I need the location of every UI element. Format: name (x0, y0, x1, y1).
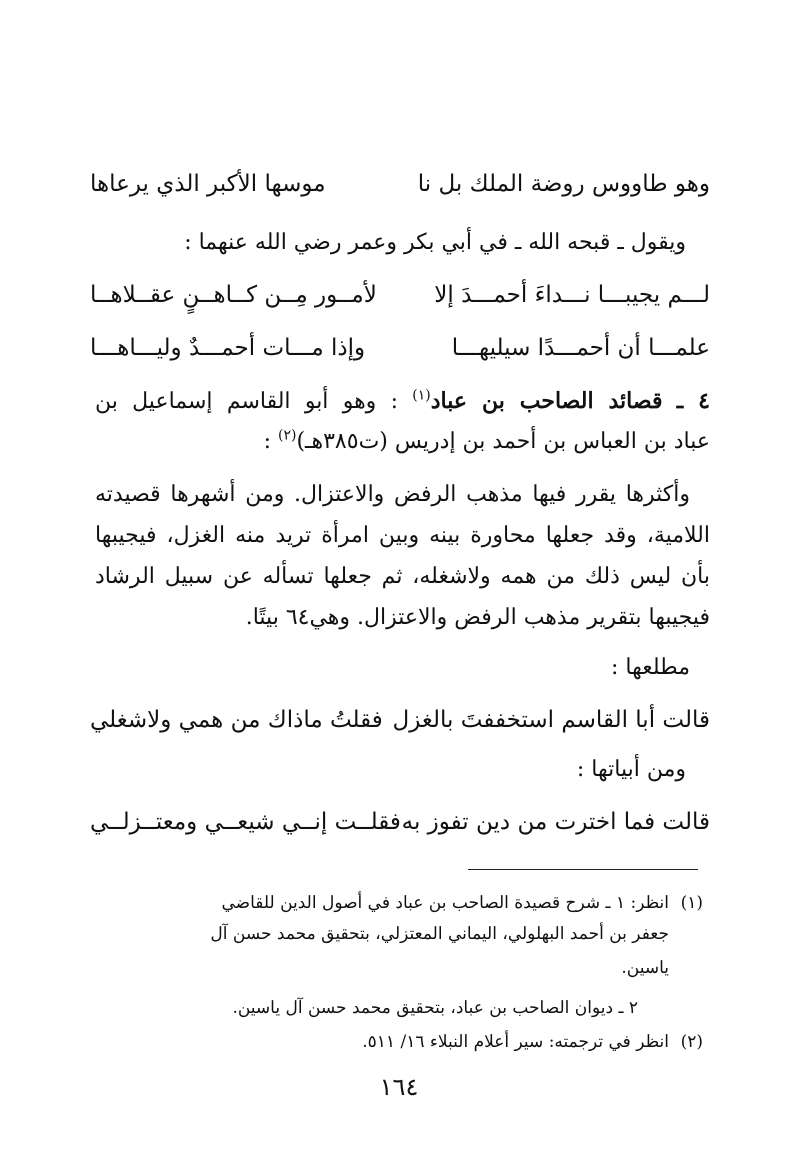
footnote-1-text: انظر: ١ ـ شرح قصيدة الصاحب بن عباد في أصول الدين للقاضي (221, 893, 669, 913)
matlaha-label: مطلعها : (611, 655, 690, 680)
paragraph-line-4: فيجيبها بتقرير مذهب الرفض والاعتزال. وهي٦٤ بيتًا. (245, 605, 710, 630)
paragraph-line-2: اللامية، وقد جعلها محاورة بينه وبين امرأة تريد منه الغزل، فيجيبها (95, 523, 710, 548)
paragraph-line-1: وأكثرها يقرر فيها مذهب الرفض والاعتزال. ومن أشهرها قصيدته (95, 482, 690, 507)
section-4-line-1 (95, 383, 710, 420)
section-4-description: : وهو أبو القاسم إسماعيل بن (95, 389, 398, 414)
section-4-title: قصائد الصاحب بن عباد (430, 388, 663, 414)
page-number: ١٦٤ (379, 1073, 419, 1101)
footnote-1-line-3: ياسين. (621, 958, 669, 978)
footnote-1-line-1 (88, 890, 703, 916)
verse-4-second-hemistich: فقلتُ ماذاك من همي ولاشغلي (90, 707, 383, 733)
footnote-ref-2: (٢) (278, 427, 297, 444)
verse-1-second-hemistich: موسها الأكبر الذي يرعاها (90, 171, 326, 197)
verse-5-first-hemistich: قالت فما اخترت من دين تفوز به (401, 809, 710, 835)
verse-2-second-hemistich: لأمــور مِــن كــاهــنٍ عقــلاهــا (90, 282, 377, 308)
footnote-2-number: (٢) (680, 1032, 703, 1052)
section-4-lineage: عباد بن العباس بن أحمد بن إدريس (ت٣٨٥هـ) (296, 429, 710, 454)
paragraph-line-3: بأن ليس ذلك من همه ولاشغله، ثم جعلها تسأله عن سبيل الرشاد (95, 564, 710, 589)
verse-5-second-hemistich: فقلــت إنــي شيعــي ومعتــزلــي (90, 809, 401, 835)
verse-1-first-hemistich: وهو طاووس روضة الملك بل نا (417, 171, 710, 197)
footnote-2-line-1 (88, 1029, 703, 1055)
verse-3-second-hemistich: وإذا مـــات أحمـــدٌ وليـــاهـــا (90, 335, 366, 361)
section-4-number: ٤ ـ (676, 388, 710, 414)
abyat-label: ومن أبياتها : (576, 757, 686, 782)
intro-line: ويقول ـ قبحه الله ـ في أبي بكر وعمر رضي الله عنهما : (184, 230, 686, 255)
footnote-1-number: (١) (680, 893, 703, 913)
footnote-1-line-2: جعفر بن أحمد البهلولي، اليماني المعتزلي، بتحقيق محمد حسن آل (210, 924, 669, 944)
footnote-2-text: انظر في ترجمته: سير أعلام النبلاء ١٦/ ٥١١. (362, 1032, 669, 1052)
section-4-line-2 (264, 424, 710, 460)
footnote-separator (468, 869, 698, 870)
verse-2-first-hemistich: لـــم يجيبـــا نـــداءَ أحمـــدَ إلا (434, 282, 710, 308)
verse-4-first-hemistich: قالت أبا القاسم استخففتَ بالغزل (392, 707, 710, 733)
footnote-1-line-4: ٢ ـ ديوان الصاحب بن عباد، بتحقيق محمد حسن آل ياسين. (232, 998, 638, 1018)
verse-3-first-hemistich: علمـــا أن أحمـــدًا سيليهـــا (451, 335, 710, 361)
section-4-colon: : (263, 429, 271, 454)
footnote-ref-1: (١) (412, 387, 431, 404)
